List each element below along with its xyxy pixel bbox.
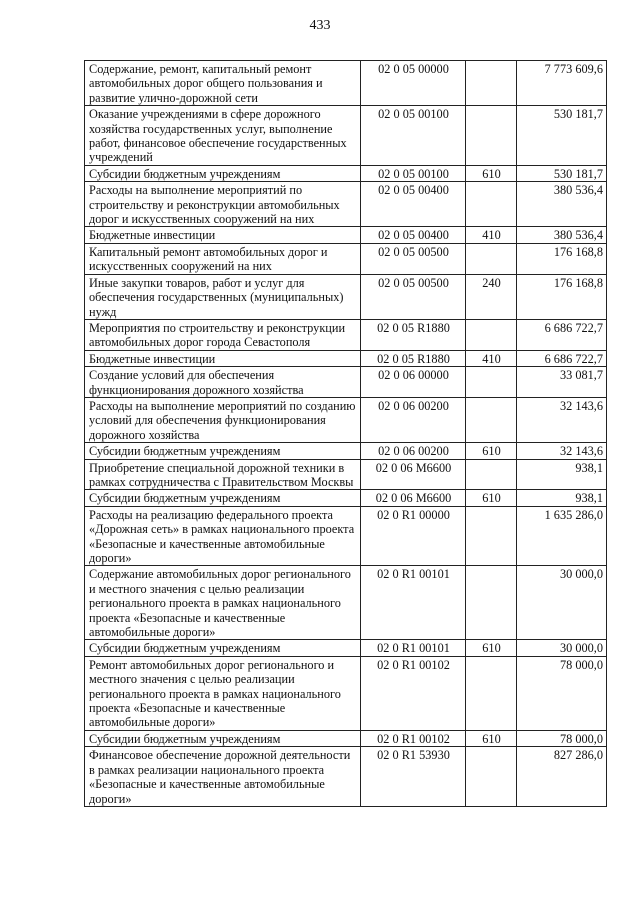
table-row: [85, 106, 607, 166]
row-amount-cell: 827 286,0: [517, 747, 607, 807]
table-row: [85, 61, 607, 106]
row-code-cell: 02 0 R1 53930: [361, 747, 466, 807]
row-name-cell: Расходы на выполнение мероприятий по созданию условий для обеспечения функционирования дорожного хозяйства: [85, 397, 361, 442]
row-type-cell: 410: [466, 227, 517, 243]
row-name-cell: Бюджетные инвестиции: [85, 350, 361, 366]
row-amount-cell: 380 536,4: [517, 182, 607, 227]
row-type-cell: [466, 459, 517, 490]
row-code-cell: 02 0 R1 00102: [361, 730, 466, 746]
row-code-cell: 02 0 05 00400: [361, 227, 466, 243]
row-type-cell: [466, 319, 517, 350]
row-type-cell: [466, 243, 517, 274]
row-name-cell: Ремонт автомобильных дорог регионального и местного значения с целью реализации регионального проекта в рамках национального проекта «Безопасные и качественные автомобильные дороги»: [85, 656, 361, 730]
row-code-cell: 02 0 05 R1880: [361, 319, 466, 350]
row-name-cell: Расходы на выполнение мероприятий по строительству и реконструкции автомобильных дорог и искусственных сооружений на них: [85, 182, 361, 227]
row-name-cell: Бюджетные инвестиции: [85, 227, 361, 243]
row-amount-cell: 530 181,7: [517, 106, 607, 166]
row-amount-cell: 938,1: [517, 459, 607, 490]
row-amount-cell: 530 181,7: [517, 165, 607, 181]
row-name-cell: Расходы на реализацию федерального проекта «Дорожная сеть» в рамках национального проекта «Безопасные и качественные автомобильные дороги»: [85, 506, 361, 566]
row-amount-cell: 176 168,8: [517, 274, 607, 319]
row-name-cell: Оказание учреждениями в сфере дорожного хозяйства государственных услуг, выполнение работ, финансовое обеспечение государственных учреждений: [85, 106, 361, 166]
row-amount-cell: 32 143,6: [517, 443, 607, 459]
table-row: [85, 367, 607, 398]
row-code-cell: 02 0 05 00500: [361, 243, 466, 274]
table-row: [85, 459, 607, 490]
row-code-cell: 02 0 05 00100: [361, 165, 466, 181]
row-amount-cell: 78 000,0: [517, 656, 607, 730]
row-type-cell: [466, 367, 517, 398]
row-code-cell: 02 0 R1 00000: [361, 506, 466, 566]
row-amount-cell: 7 773 609,6: [517, 61, 607, 106]
row-type-cell: [466, 182, 517, 227]
budget-table: [84, 60, 607, 807]
row-name-cell: Субсидии бюджетным учреждениям: [85, 490, 361, 506]
table-row: [85, 640, 607, 656]
table-row: [85, 182, 607, 227]
table-row: [85, 490, 607, 506]
table-row: [85, 243, 607, 274]
table-row: [85, 165, 607, 181]
row-type-cell: [466, 747, 517, 807]
table-row: [85, 350, 607, 366]
row-code-cell: 02 0 05 00400: [361, 182, 466, 227]
row-type-cell: [466, 566, 517, 640]
row-amount-cell: 33 081,7: [517, 367, 607, 398]
row-amount-cell: 78 000,0: [517, 730, 607, 746]
row-type-cell: [466, 506, 517, 566]
row-amount-cell: 6 686 722,7: [517, 319, 607, 350]
row-code-cell: 02 0 R1 00101: [361, 640, 466, 656]
row-type-cell: 410: [466, 350, 517, 366]
row-code-cell: 02 0 06 M6600: [361, 459, 466, 490]
row-type-cell: 610: [466, 730, 517, 746]
row-amount-cell: 30 000,0: [517, 566, 607, 640]
table-row: [85, 566, 607, 640]
row-type-cell: 610: [466, 640, 517, 656]
row-type-cell: [466, 106, 517, 166]
row-amount-cell: 32 143,6: [517, 397, 607, 442]
table-row: [85, 274, 607, 319]
table-row: [85, 319, 607, 350]
row-code-cell: 02 0 06 00200: [361, 443, 466, 459]
row-code-cell: 02 0 05 00500: [361, 274, 466, 319]
table-row: [85, 397, 607, 442]
row-amount-cell: 938,1: [517, 490, 607, 506]
row-code-cell: 02 0 R1 00101: [361, 566, 466, 640]
page-number: 433: [309, 18, 331, 33]
row-code-cell: 02 0 R1 00102: [361, 656, 466, 730]
row-name-cell: Мероприятия по строительству и реконструкции автомобильных дорог города Севастополя: [85, 319, 361, 350]
row-name-cell: Субсидии бюджетным учреждениям: [85, 165, 361, 181]
table-row: [85, 656, 607, 730]
row-type-cell: 610: [466, 165, 517, 181]
row-name-cell: Содержание, ремонт, капитальный ремонт автомобильных дорог общего пользования и развитие улично-дорожной сети: [85, 61, 361, 106]
row-type-cell: 610: [466, 443, 517, 459]
row-name-cell: Субсидии бюджетным учреждениям: [85, 640, 361, 656]
budget-table-body: [85, 61, 607, 807]
row-code-cell: 02 0 06 00200: [361, 397, 466, 442]
row-amount-cell: 30 000,0: [517, 640, 607, 656]
row-amount-cell: 176 168,8: [517, 243, 607, 274]
row-name-cell: Содержание автомобильных дорог регионального и местного значения с целью реализации регионального проекта в рамках национального проекта «Безопасные и качественные автомобильные дороги»: [85, 566, 361, 640]
row-name-cell: Иные закупки товаров, работ и услуг для обеспечения государственных (муниципальных) нужд: [85, 274, 361, 319]
row-type-cell: [466, 397, 517, 442]
row-type-cell: [466, 656, 517, 730]
row-name-cell: Капитальный ремонт автомобильных дорог и искусственных сооружений на них: [85, 243, 361, 274]
table-row: [85, 443, 607, 459]
table-row: [85, 227, 607, 243]
row-code-cell: 02 0 06 M6600: [361, 490, 466, 506]
table-row: [85, 506, 607, 566]
row-name-cell: Приобретение специальной дорожной техники в рамках сотрудничества с Правительством Москвы: [85, 459, 361, 490]
row-type-cell: [466, 61, 517, 106]
row-type-cell: 610: [466, 490, 517, 506]
row-name-cell: Субсидии бюджетным учреждениям: [85, 443, 361, 459]
row-name-cell: Субсидии бюджетным учреждениям: [85, 730, 361, 746]
row-code-cell: 02 0 06 00000: [361, 367, 466, 398]
row-amount-cell: 6 686 722,7: [517, 350, 607, 366]
row-code-cell: 02 0 05 R1880: [361, 350, 466, 366]
row-code-cell: 02 0 05 00000: [361, 61, 466, 106]
table-row: [85, 730, 607, 746]
row-amount-cell: 380 536,4: [517, 227, 607, 243]
table-row: [85, 747, 607, 807]
row-amount-cell: 1 635 286,0: [517, 506, 607, 566]
row-name-cell: Создание условий для обеспечения функционирования дорожного хозяйства: [85, 367, 361, 398]
row-type-cell: 240: [466, 274, 517, 319]
row-name-cell: Финансовое обеспечение дорожной деятельности в рамках реализации национального проекта «Безопасные и качественные автомобильные дороги»: [85, 747, 361, 807]
row-code-cell: 02 0 05 00100: [361, 106, 466, 166]
